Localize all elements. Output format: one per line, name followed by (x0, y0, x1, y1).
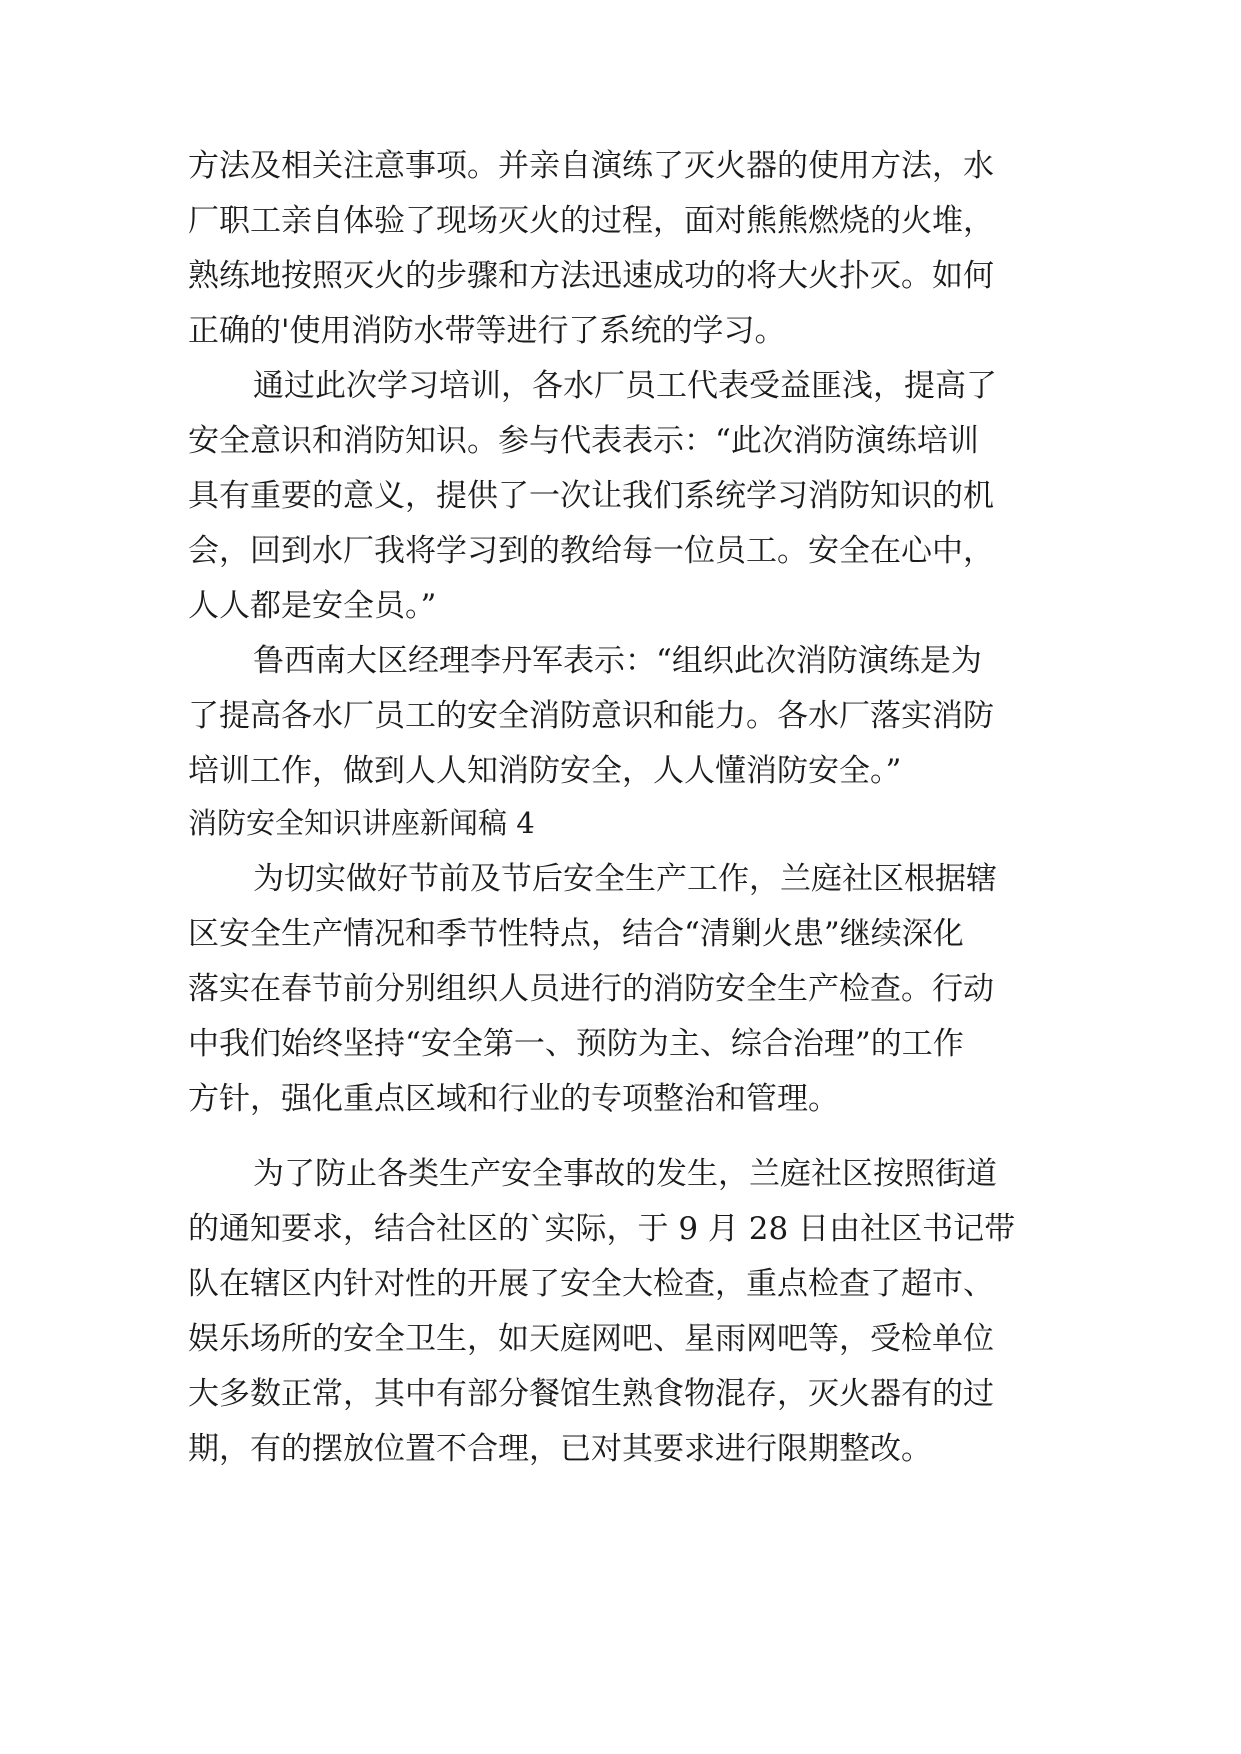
paragraph-first-line: 为了防止各类生产安全事故的发生，兰庭社区按照街道 (253, 1156, 997, 1192)
paragraph-first-line: 鲁西南大区经理李丹军表示：“组织此次消防演练是为 (253, 643, 982, 679)
text-line: 期，有的摆放位置不合理，已对其要求进行限期整改。 (188, 1431, 932, 1467)
text-line: 大多数正常，其中有部分餐馆生熟食物混存，灭火器有的过 (188, 1376, 994, 1412)
text-line: 区安全生产情况和季节性特点，结合“清剿火患”继续深化 (188, 916, 964, 952)
text-line: 人人都是安全员。” (188, 588, 437, 624)
paragraph-first-line: 为切实做好节前及节后安全生产工作，兰庭社区根据辖 (253, 861, 997, 897)
text-line: 中我们始终坚持“安全第一、预防为主、综合治理”的工作 (188, 1026, 964, 1062)
text-line: 方法及相关注意事项。并亲自演练了灭火器的使用方法，水 (188, 148, 994, 184)
text-line: 了提高各水厂员工的安全消防意识和能力。各水厂落实消防 (188, 698, 994, 734)
text-line: 培训工作，做到人人知消防安全，人人懂消防安全。” (188, 753, 902, 789)
text-line: 正确的'使用消防水带等进行了系统的学习。 (188, 313, 786, 349)
text-line: 会，回到水厂我将学习到的教给每一位员工。安全在心中， (188, 533, 994, 569)
paragraph-first-line: 通过此次学习培训，各水厂员工代表受益匪浅，提高了 (253, 368, 997, 404)
text-line: 厂职工亲自体验了现场灭火的过程，面对熊熊燃烧的火堆， (188, 203, 994, 239)
text-line: 安全意识和消防知识。参与代表表示：“此次消防演练培训 (188, 423, 979, 459)
text-line: 娱乐场所的安全卫生，如天庭网吧、星雨网吧等，受检单位 (188, 1321, 994, 1357)
text-line: 的通知要求，结合社区的`实际，于 9 月 28 日由社区书记带 (188, 1211, 1016, 1247)
text-line: 队在辖区内针对性的开展了安全大检查，重点检查了超市、 (188, 1266, 994, 1302)
text-line: 熟练地按照灭火的步骤和方法迅速成功的将大火扑灭。如何 (188, 258, 994, 294)
text-line: 落实在春节前分别组织人员进行的消防安全生产检查。行动 (188, 971, 994, 1007)
section-heading: 消防安全知识讲座新闻稿 4 (188, 806, 535, 840)
text-line: 具有重要的意义，提供了一次让我们系统学习消防知识的机 (188, 478, 994, 514)
text-line: 方针，强化重点区域和行业的专项整治和管理。 (188, 1081, 839, 1117)
